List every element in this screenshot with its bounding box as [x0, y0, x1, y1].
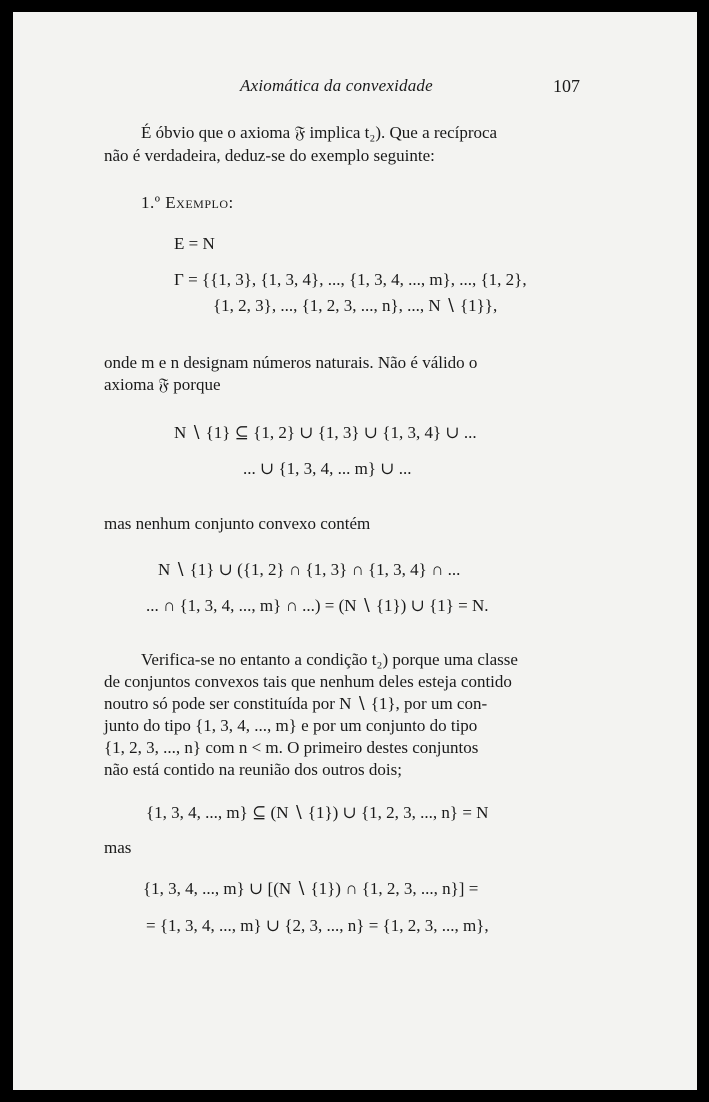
example-label: 1.º Exemplo:	[141, 193, 234, 212]
paragraph-4-line-6: não está contido na reunião dos outros dois;	[104, 760, 402, 779]
paragraph-1-line-1: É óbvio que o axioma 𝔉 implica t₂). Que a recíproca	[141, 123, 498, 142]
equation-union-line-1: N ∖ {1} ⊆ {1, 2} ∪ {1, 3} ∪ {1, 3, 4} ∪ ...	[174, 423, 477, 442]
equation-final-line-2: = {1, 3, 4, ..., m} ∪ {2, 3, ..., n} = {1, 2, 3, ..., m},	[146, 916, 489, 935]
paragraph-4-line-5: {1, 2, 3, ..., n} com n < m. O primeiro destes conjuntos	[104, 738, 479, 757]
equation-union-line-2: ... ∪ {1, 3, 4, ... m} ∪ ...	[243, 459, 412, 478]
paragraph-4-line-4: junto do tipo {1, 3, 4, ..., m} e por um conjunto do tipo	[104, 716, 478, 735]
paragraph-4-line-1: Verifica-se no entanto a condição t₂) porque uma classe	[141, 650, 518, 669]
paragraph-2-line-2: axioma 𝔉 porque	[104, 375, 221, 394]
page-number: 107	[553, 76, 580, 96]
equation-subset: {1, 3, 4, ..., m} ⊆ (N ∖ {1}) ∪ {1, 2, 3, ..., n} = N	[146, 803, 489, 822]
paragraph-1-line-2: não é verdadeira, deduz-se do exemplo seguinte:	[104, 146, 435, 165]
running-header-title: Axiomática da convexidade	[240, 76, 433, 95]
paragraph-3-line-1: mas nenhum conjunto convexo contém	[104, 514, 371, 533]
equation-gamma-line-1: Γ = {{1, 3}, {1, 3, 4}, ..., {1, 3, 4, ..., m}, ..., {1, 2},	[174, 270, 527, 289]
equation-E: E = N	[174, 234, 215, 253]
paragraph-2-line-1: onde m e n designam números naturais. Não é válido o	[104, 353, 478, 372]
equation-final-line-1: {1, 3, 4, ..., m} ∪ [(N ∖ {1}) ∩ {1, 2, 3, ..., n}] =	[143, 879, 479, 898]
equation-cap-line-1: N ∖ {1} ∪ ({1, 2} ∩ {1, 3} ∩ {1, 3, 4} ∩ ...	[158, 560, 461, 579]
paragraph-5-line-1: mas	[104, 838, 132, 857]
equation-cap-line-2: ... ∩ {1, 3, 4, ..., m} ∩ ...) = (N ∖ {1}) ∪ {1} = N.	[146, 596, 489, 615]
paragraph-4-line-3: noutro só pode ser constituída por N ∖ {1}, por um con-	[104, 694, 488, 713]
equation-gamma-line-2: {1, 2, 3}, ..., {1, 2, 3, ..., n}, ..., N ∖ {1}},	[213, 296, 498, 315]
paragraph-4-line-2: de conjuntos convexos tais que nenhum deles esteja contido	[104, 672, 512, 691]
